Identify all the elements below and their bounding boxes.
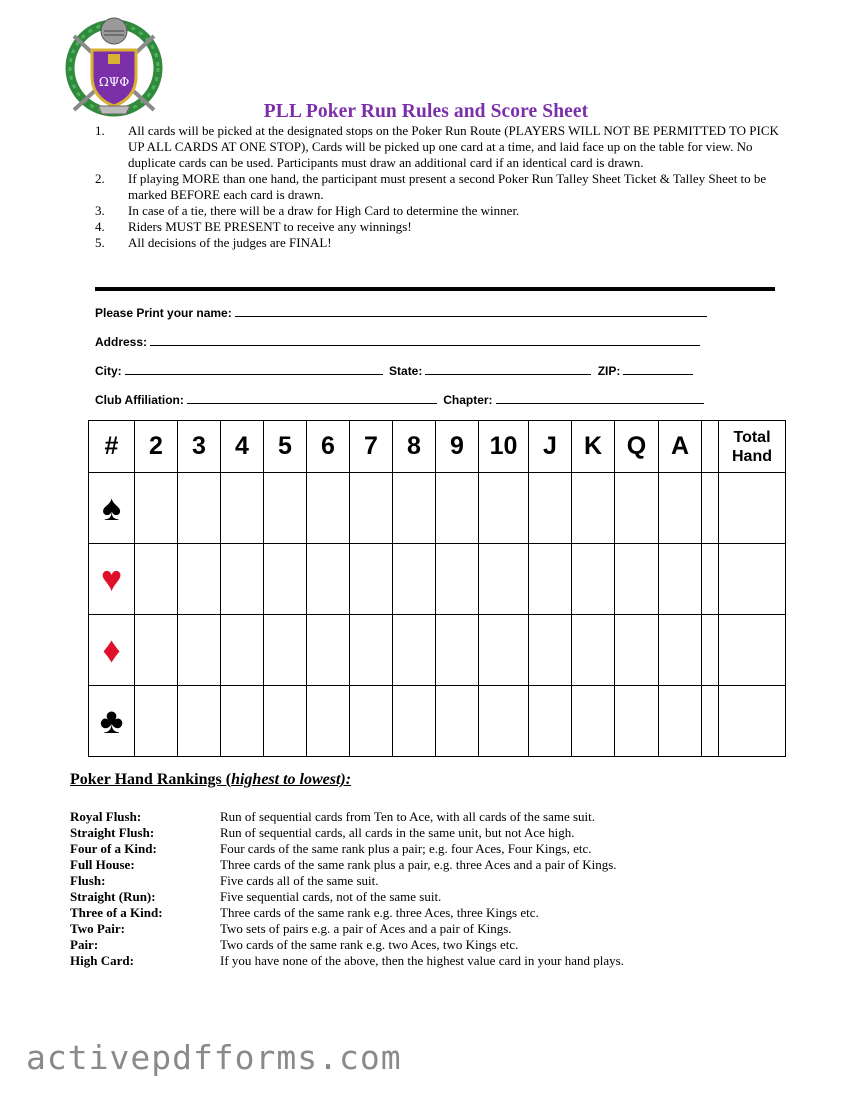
card-mark-cell[interactable] — [178, 473, 221, 544]
spade-suit-icon-cell — [89, 473, 135, 544]
card-mark-cell[interactable] — [615, 686, 659, 757]
card-mark-cell[interactable] — [350, 544, 393, 615]
chapter-field[interactable] — [496, 392, 704, 404]
ranking-description: Run of sequential cards, all cards in the same unit, but not Ace high. — [220, 825, 575, 840]
rule-item: 4. Riders MUST BE PRESENT to receive any winnings! — [95, 219, 412, 234]
card-mark-cell[interactable] — [436, 615, 479, 686]
card-mark-cell[interactable] — [615, 615, 659, 686]
card-mark-cell[interactable] — [307, 473, 350, 544]
card-mark-cell[interactable] — [436, 473, 479, 544]
name-field[interactable] — [235, 305, 707, 317]
club-field[interactable] — [187, 392, 437, 404]
ranking-name: Pair: — [70, 937, 99, 952]
card-mark-cell[interactable] — [135, 686, 178, 757]
ranking-name: Straight (Run): — [70, 889, 156, 904]
rule-item: 3. In case of a tie, there will be a draw for High Card to determine the winner. — [95, 203, 520, 218]
ranking-row — [70, 841, 740, 857]
card-mark-cell[interactable] — [350, 686, 393, 757]
card-mark-cell[interactable] — [572, 473, 615, 544]
ranking-description: Four cards of the same rank plus a pair; e.g. four Aces, Four Kings, etc. — [220, 841, 592, 856]
club-icon: ♣ — [99, 700, 124, 741]
ranking-description: Three cards of the same rank plus a pair, e.g. three Aces and a pair of Kings. — [220, 857, 617, 872]
heart-icon: ♥ — [100, 558, 123, 599]
ranking-row — [70, 809, 740, 825]
rule-item: 1. All cards will be picked at the designated stops on the Poker Run Route (PLAYERS WILL NOT BE PERMITTED TO PICK UP ALL CARDS AT ONE STOP), Cards will be picked up one card at a time, and laid face up on the table for view. No duplicate cards can be used. Participants must draw an additional card if an identical card is drawn. — [95, 123, 779, 170]
rankings-list — [70, 809, 740, 969]
address-label: Address: — [95, 335, 148, 349]
rank-header: Q — [615, 421, 659, 473]
total-hand-cell[interactable] — [719, 473, 786, 544]
card-mark-cell[interactable] — [135, 473, 178, 544]
rank-header: 6 — [307, 421, 350, 473]
card-mark-cell[interactable] — [479, 473, 529, 544]
state-field[interactable] — [425, 363, 591, 375]
card-mark-cell[interactable] — [529, 544, 572, 615]
card-mark-cell[interactable] — [702, 686, 719, 757]
ranking-description: If you have none of the above, then the highest value card in your hand plays. — [220, 953, 624, 968]
ranking-name: Three of a Kind: — [70, 905, 163, 920]
ranking-description: Run of sequential cards from Ten to Ace, with all cards of the same suit. — [220, 809, 596, 824]
card-mark-cell[interactable] — [393, 686, 436, 757]
ranking-row — [70, 825, 740, 841]
rank-header: A — [659, 421, 702, 473]
ranking-row — [70, 889, 740, 905]
card-mark-cell[interactable] — [529, 473, 572, 544]
suit-row-club — [89, 686, 786, 757]
total-hand-header: Total Hand — [719, 421, 786, 473]
rank-header: 5 — [264, 421, 307, 473]
diamond-icon: ♦ — [102, 629, 121, 670]
ranking-name: Full House: — [70, 857, 135, 872]
card-mark-cell[interactable] — [479, 686, 529, 757]
rank-header: 7 — [350, 421, 393, 473]
card-mark-cell[interactable] — [221, 544, 264, 615]
zip-label: ZIP: — [597, 364, 621, 378]
rule-item: 5. All decisions of the judges are FINAL! — [95, 235, 332, 250]
ranking-description: Three cards of the same rank e.g. three Aces, three Kings etc. — [220, 905, 539, 920]
ranking-row — [70, 937, 740, 953]
rank-header: K — [572, 421, 615, 473]
heart-suit-icon-cell — [89, 544, 135, 615]
ranking-row — [70, 873, 740, 889]
ranking-name: Straight Flush: — [70, 825, 155, 840]
rules-list — [95, 123, 785, 251]
city-label: City: — [95, 364, 122, 378]
rank-header: 3 — [178, 421, 221, 473]
card-mark-cell[interactable] — [615, 544, 659, 615]
ranking-row — [70, 921, 740, 937]
city-field[interactable] — [125, 363, 383, 375]
club-label: Club Affiliation: — [95, 393, 184, 407]
rank-header: 9 — [436, 421, 479, 473]
card-mark-cell[interactable] — [264, 686, 307, 757]
card-mark-cell[interactable] — [702, 473, 719, 544]
card-mark-cell[interactable] — [135, 544, 178, 615]
card-mark-cell[interactable] — [178, 615, 221, 686]
rank-header: J — [529, 421, 572, 473]
card-mark-cell[interactable] — [350, 473, 393, 544]
card-mark-cell[interactable] — [659, 615, 702, 686]
card-mark-cell[interactable] — [479, 544, 529, 615]
card-mark-cell[interactable] — [572, 544, 615, 615]
club-chapter-row — [95, 392, 707, 407]
card-mark-cell[interactable] — [615, 473, 659, 544]
rank-header: 8 — [393, 421, 436, 473]
card-mark-cell[interactable] — [135, 615, 178, 686]
ranking-name: Two Pair: — [70, 921, 125, 936]
chapter-label: Chapter: — [443, 393, 493, 407]
card-mark-cell[interactable] — [178, 686, 221, 757]
card-mark-cell[interactable] — [436, 544, 479, 615]
spade-icon: ♠ — [101, 487, 122, 528]
ranking-description: Five cards all of the same suit. — [220, 873, 379, 888]
card-mark-cell[interactable] — [350, 615, 393, 686]
suit-row-diamond — [89, 615, 786, 686]
card-mark-cell[interactable] — [436, 686, 479, 757]
card-mark-cell[interactable] — [307, 686, 350, 757]
card-mark-cell[interactable] — [307, 544, 350, 615]
card-mark-cell[interactable] — [479, 615, 529, 686]
card-mark-cell[interactable] — [659, 686, 702, 757]
card-mark-cell[interactable] — [264, 615, 307, 686]
card-mark-cell[interactable] — [307, 615, 350, 686]
crest-letters: ΩΨΦ — [98, 75, 130, 89]
state-label: State: — [389, 364, 423, 378]
page-title: PLL Poker Run Rules and Score Sheet — [263, 101, 589, 122]
rank-header: 10 — [479, 421, 529, 473]
card-mark-cell[interactable] — [529, 615, 572, 686]
ranking-name: Royal Flush: — [70, 809, 142, 824]
suit-row-heart — [89, 544, 786, 615]
club-suit-icon-cell — [89, 686, 135, 757]
card-mark-cell[interactable] — [393, 615, 436, 686]
ranking-name: Four of a Kind: — [70, 841, 157, 856]
card-mark-cell[interactable] — [659, 544, 702, 615]
address-field[interactable] — [150, 334, 700, 346]
card-mark-cell[interactable] — [393, 544, 436, 615]
watermark: activepdfforms.com — [26, 1038, 402, 1077]
total-hand-cell[interactable] — [719, 615, 786, 686]
card-mark-cell[interactable] — [572, 615, 615, 686]
ranking-name: High Card: — [70, 953, 134, 968]
ranking-row — [70, 857, 740, 873]
ranking-description: Two sets of pairs e.g. a pair of Aces and a pair of Kings. — [220, 921, 512, 936]
card-mark-cell[interactable] — [659, 473, 702, 544]
score-header-row — [89, 421, 786, 473]
name-label: Please Print your name: — [95, 306, 232, 320]
card-mark-cell[interactable] — [264, 544, 307, 615]
ranking-row — [70, 953, 740, 969]
card-mark-cell[interactable] — [393, 473, 436, 544]
rank-header: 4 — [221, 421, 264, 473]
card-mark-cell[interactable] — [221, 473, 264, 544]
card-mark-cell[interactable] — [221, 686, 264, 757]
rank-header: 2 — [135, 421, 178, 473]
card-mark-cell[interactable] — [702, 544, 719, 615]
zip-field[interactable] — [623, 363, 693, 375]
hash-header: # — [89, 421, 135, 473]
ranking-row — [70, 905, 740, 921]
city-state-zip-row — [95, 363, 696, 378]
ranking-description: Two cards of the same rank e.g. two Aces, two Kings etc. — [220, 937, 519, 952]
total-hand-cell[interactable] — [719, 544, 786, 615]
rule-item: 2. If playing MORE than one hand, the participant must present a second Poker Run Talley Sheet Ticket & Talley Sheet to be marked BEFORE each card is drawn. — [95, 171, 767, 202]
diamond-suit-icon-cell — [89, 615, 135, 686]
card-mark-cell[interactable] — [572, 686, 615, 757]
score-table — [88, 420, 786, 757]
section-divider — [95, 287, 775, 291]
card-mark-cell[interactable] — [264, 473, 307, 544]
card-mark-cell[interactable] — [702, 615, 719, 686]
ranking-description: Five sequential cards, not of the same suit. — [220, 889, 442, 904]
blank-header — [702, 421, 719, 473]
total-hand-cell[interactable] — [719, 686, 786, 757]
rankings-heading: Poker Hand Rankings (highest to lowest): — [70, 771, 352, 788]
address-field-row — [95, 334, 703, 349]
card-mark-cell[interactable] — [529, 686, 572, 757]
name-field-row — [95, 305, 710, 320]
card-mark-cell[interactable] — [178, 544, 221, 615]
suit-row-spade — [89, 473, 786, 544]
ranking-name: Flush: — [70, 873, 106, 888]
card-mark-cell[interactable] — [221, 615, 264, 686]
